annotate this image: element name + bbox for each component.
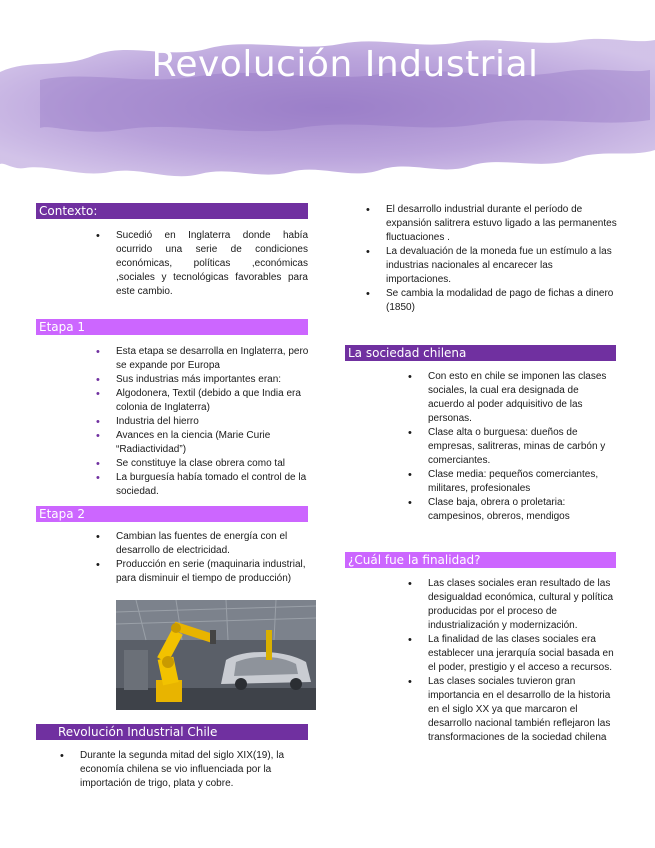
list-item: • Sucedió en Inglaterra donde había ocurrido una serie de condiciones económicas, políticas ,económicas ,sociales y tecnológicas favorables para este cambio. (96, 229, 308, 299)
list-item: • Industria del hierro (96, 415, 310, 429)
page-title: Revolución Industrial (151, 44, 539, 85)
list-item: • Esta etapa se desarrolla en Inglaterra, pero se expande por Europa (96, 345, 310, 373)
section-heading-contexto: Contexto: (36, 203, 308, 219)
finalidad-list (408, 577, 616, 745)
list-item: • La burguesía había tomado el control de la sociedad. (96, 471, 310, 499)
sociedad-list (408, 370, 616, 524)
section-heading-etapa-1: Etapa 1 (36, 319, 308, 335)
right-top-list (366, 203, 618, 315)
section-heading-revolucion-chile: Revolución Industrial Chile (36, 724, 308, 740)
section-heading-sociedad-chilena: La sociedad chilena (345, 345, 616, 361)
list-item: • La finalidad de las clases sociales era establecer una jerarquía social basada en el poder, prestigio y el acceso a recursos. (408, 633, 616, 675)
watercolor-banner (0, 0, 655, 190)
etapa-1-list (96, 345, 310, 499)
list-item: • Clase media: pequeños comerciantes, militares, profesionales (408, 468, 616, 496)
list-item: • Se cambia la modalidad de pago de fichas a dinero (1850) (366, 287, 618, 315)
list-item: • Sus industrias más importantes eran: (96, 373, 310, 387)
etapa-2-list (96, 530, 310, 586)
watercolor-wash (0, 0, 655, 190)
section-heading-finalidad: ¿Cuál fue la finalidad? (345, 552, 616, 568)
list-item: • Clase alta o burguesa: dueños de empresas, salitreras, minas de carbón y comerciantes. (408, 426, 616, 468)
contexto-list (96, 229, 308, 299)
chile-list (60, 749, 312, 791)
list-item: • Se constituye la clase obrera como tal (96, 457, 310, 471)
list-item: • Avances en la ciencia (Marie Curie “Radiactividad”) (96, 429, 310, 457)
list-item: • Las clases sociales tuvieron gran importancia en el desarrollo de la historia en el siglo XX ya que marcaron el desarrollo nacional también reflejaron las transformaciones de la sociedad chilena (408, 675, 616, 745)
list-item: • Las clases sociales eran resultado de las desigualdad económica, cultural y política producidas por el proceso de industrialización y modernización. (408, 577, 616, 633)
section-heading-etapa-2: Etapa 2 (36, 506, 308, 522)
list-item: • Durante la segunda mitad del siglo XIX(19), la economía chilena se vio influenciada por la importación de trigo, plata y cobre. (60, 749, 312, 791)
list-item: • La devaluación de la moneda fue un estímulo a las industrias nacionales al encarecer las importaciones. (366, 245, 618, 287)
list-item: • Producción en serie (maquinaria industrial, para disminuir el tiempo de producción) (96, 558, 310, 586)
list-item: • El desarrollo industrial durante el período de expansión salitrera estuvo ligado a las permanentes fluctuaciones . (366, 203, 618, 245)
industrial-robot-photo (116, 600, 316, 710)
list-item: • Con esto en chile se imponen las clases sociales, la cual era designada de acuerdo al poder adquisitivo de las personas. (408, 370, 616, 426)
list-item: • Cambian las fuentes de energía con el desarrollo de electricidad. (96, 530, 310, 558)
list-item: • Algodonera, Textil (debido a que India era colonia de Inglaterra) (96, 387, 310, 415)
list-item: • Clase baja, obrera o proletaria: campesinos, obreros, mendigos (408, 496, 616, 524)
